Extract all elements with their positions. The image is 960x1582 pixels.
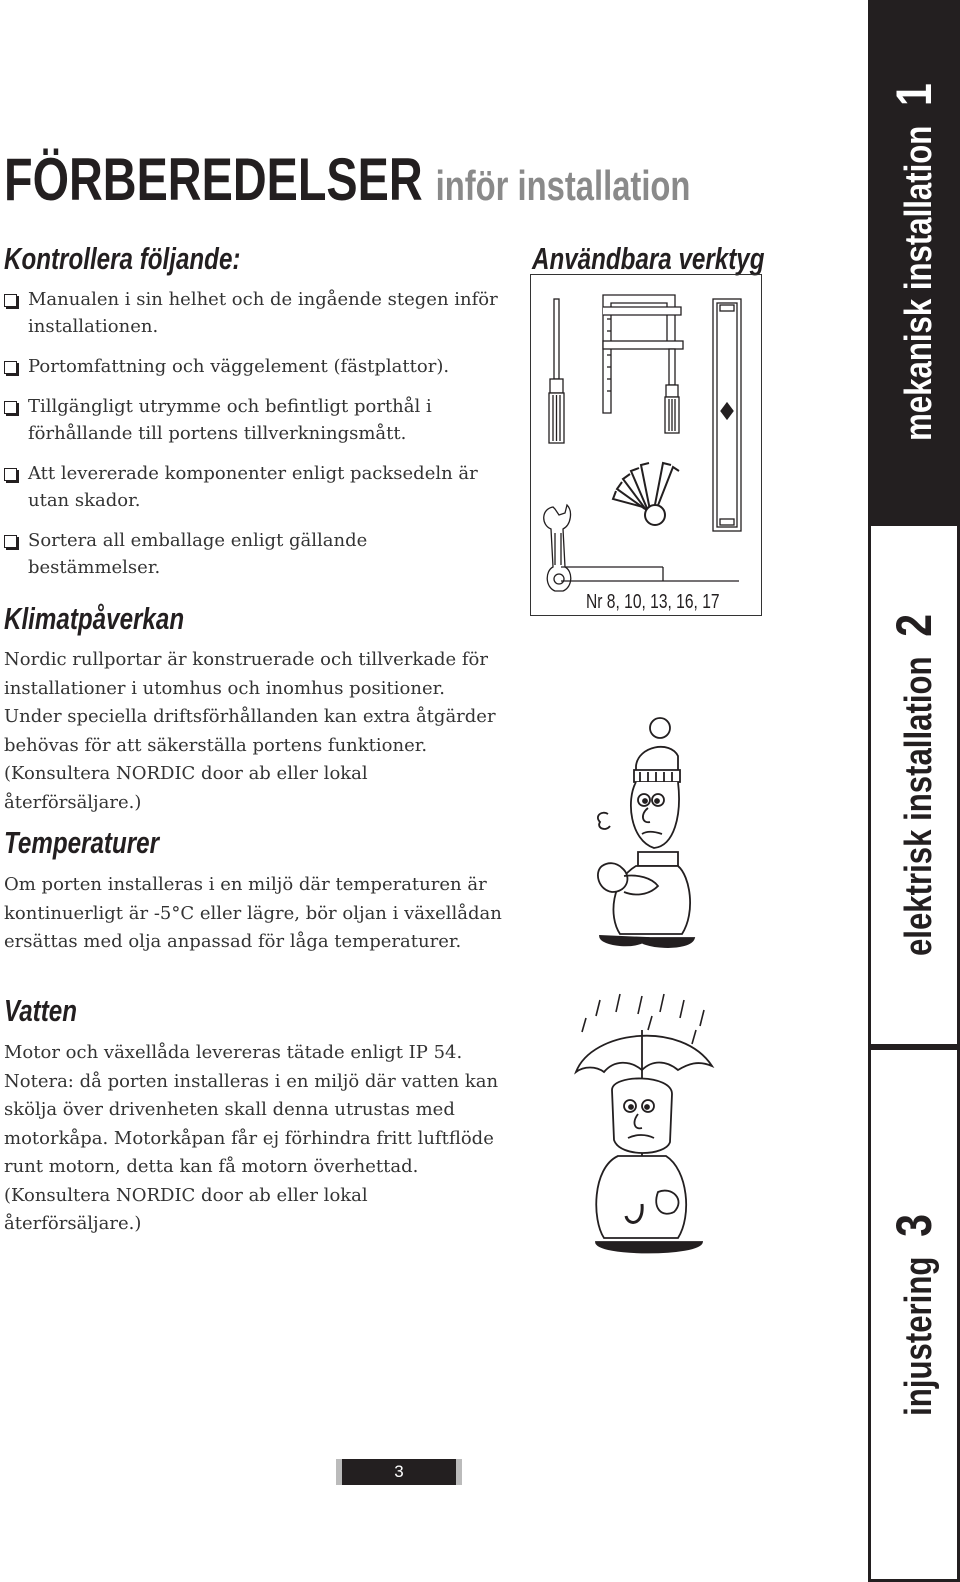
chapter-sidebar [868,0,960,1582]
rain-person-illustration [562,990,722,1260]
checklist [4,286,504,594]
tab-elektrisk-installation[interactable] [868,523,960,1047]
checkbox-icon [4,535,17,548]
tab-label: elektrisk installation [898,656,940,957]
tools-illustration [530,274,762,616]
checkbox-icon [4,294,17,307]
checklist-item: Sortera all emballage enligt gällande bestämmelser. [4,527,504,581]
tools-caption: Nr 8, 10, 13, 16, 17 [586,591,720,613]
checklist-item: Tillgängligt utrymme och befintligt porthål i förhållande till portens tillverkningsmått. [4,393,504,447]
hex-key-icon [613,463,679,525]
wrench-icon [544,505,571,591]
temperature-text: Om porten installeras i en miljö där temperaturen är kontinuerligt är -5°C eller lägre, bör oljan i växellådan ersättas med olja anpassad för låga temperaturer. [4,874,502,952]
water-text: Motor och växellåda levereras tätade enligt IP 54. Notera: då porten installeras i en miljö där vatten kan skölja över drivenheten skall denna utrustas med motorkåpa. Motorkåpan får ej förhindra fritt luftflöde runt motorn, detta kan få motorn överhettad. (Konsultera NORDIC door ab eller lokal återförsäljare.) [4,1042,499,1234]
clamp-icon [603,295,683,433]
checkbox-icon [4,361,17,374]
tab-number: 3 [886,1213,942,1237]
spirit-level-icon [713,299,741,531]
tab-label: injustering [898,1256,940,1416]
page-title-main: FÖRBEREDELSER [4,146,423,213]
tab-mekanisk-installation[interactable] [868,0,960,523]
screwdriver-icon [549,299,564,443]
tool-table-lines [561,567,739,581]
cold-person-illustration [578,716,708,956]
tools-heading: Användbara verktyg [532,241,765,276]
tab-number: 1 [886,82,942,106]
tab-label: mekanisk installation [898,125,940,441]
checklist-item: Att levererade komponenter enligt packsedeln är utan skador. [4,460,504,514]
page-number: 3 [336,1459,462,1485]
checkbox-icon [4,468,17,481]
tab-number: 2 [886,613,942,637]
checkbox-icon [4,401,17,414]
checklist-item: Manualen i sin helhet och de ingående stegen inför installationen. [4,286,504,340]
page-title [4,148,884,218]
water-heading: Vatten [4,993,78,1028]
temperature-heading: Temperaturer [4,825,159,860]
tab-injustering[interactable] [868,1047,960,1582]
climate-heading: Klimatpåverkan [4,601,185,636]
checklist-heading: Kontrollera följande: [4,241,241,276]
page-title-sub: inför installation [435,162,691,209]
climate-text: Nordic rullportar är konstruerade och tillverkade för installationer i utomhus och inomhus positioner. Under speciella driftsförhållanden kan extra åtgärder behövas för att säkerställa portens funktioner. (Konsultera NORDIC door ab eller lokal återförsäljare.) [4,649,496,813]
checklist-item: Portomfattning och väggelement (fästplattor). [4,353,504,380]
